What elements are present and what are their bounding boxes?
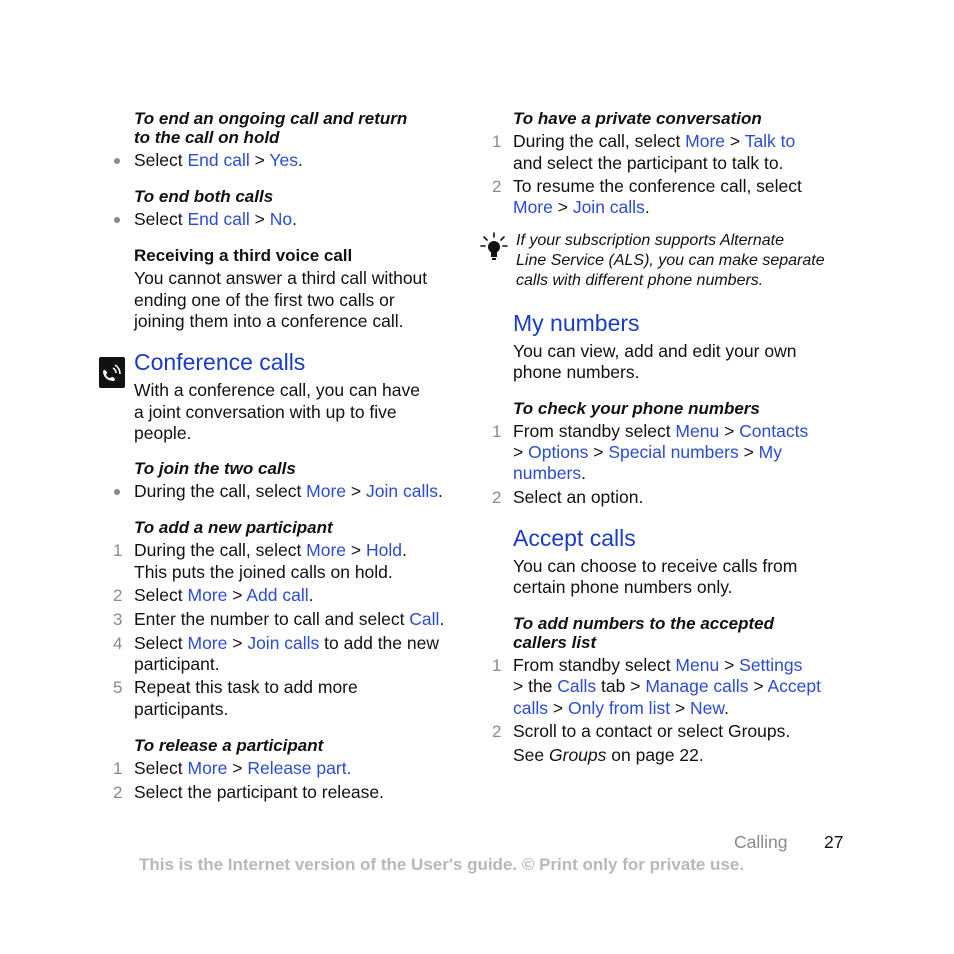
step-number: 2 <box>492 722 502 741</box>
link-options[interactable]: Options <box>528 442 589 462</box>
tip-line: If your subscription supports Alternate <box>516 232 784 249</box>
paragraph-line: joining them into a conference call. <box>134 311 404 331</box>
section-title-conference-calls: Conference calls <box>134 349 306 375</box>
link-end-call[interactable]: End call <box>187 209 250 229</box>
heading-add-accepted-line2: callers list <box>513 633 597 652</box>
link-end-call[interactable]: End call <box>187 150 250 170</box>
paragraph-line: You can view, add and edit your own <box>513 341 797 361</box>
step-text: and select the participant to talk to. <box>513 153 784 173</box>
link-accept-calls[interactable]: Accept <box>767 676 821 696</box>
bullet-icon <box>114 217 120 223</box>
link-call[interactable]: Call <box>409 609 440 629</box>
step-text: During the call, select More > Talk to <box>513 131 796 151</box>
bullet-icon <box>114 158 120 164</box>
step-text: See Groups on page 22. <box>513 745 704 765</box>
step-text: More > Join calls. <box>513 197 650 217</box>
step-text: From standby select Menu > Settings <box>513 655 803 675</box>
heading-join-two: To join the two calls <box>134 459 296 478</box>
link-no[interactable]: No <box>269 209 293 229</box>
list-item: Select End call > Yes. <box>134 150 303 170</box>
step-number: 2 <box>113 783 123 802</box>
heading-end-hold-line1: To end an ongoing call and return <box>134 109 408 128</box>
step-number: 2 <box>492 488 502 507</box>
link-only-from-list[interactable]: Only from list <box>567 698 671 718</box>
step-text: > the Calls tab > Manage calls > Accept <box>513 676 821 696</box>
footer-notice: This is the Internet version of the User's guide. © Print only for private use. <box>139 855 745 874</box>
paragraph-line: With a conference call, you can have <box>134 380 420 400</box>
link-manage-calls[interactable]: Manage calls <box>645 676 749 696</box>
link-settings[interactable]: Settings <box>739 655 803 675</box>
link-more[interactable]: More <box>187 585 228 605</box>
footer-section-name: Calling <box>734 832 788 852</box>
step-text: participant. <box>134 654 220 674</box>
step-text: Select More > Add call. <box>134 585 314 605</box>
page-number: 27 <box>824 832 844 852</box>
tip-line: Line Service (ALS), you can make separate <box>516 252 825 269</box>
heading-end-both: To end both calls <box>134 187 274 206</box>
link-hold[interactable]: Hold <box>366 540 402 560</box>
step-number: 2 <box>113 586 123 605</box>
link-menu[interactable]: Menu <box>675 655 720 675</box>
heading-add-accepted-line1: To add numbers to the accepted <box>513 614 775 633</box>
link-more[interactable]: More <box>306 481 347 501</box>
paragraph-line: You can choose to receive calls from <box>513 556 798 576</box>
link-join-calls[interactable]: Join calls <box>247 633 320 653</box>
link-calls-tab[interactable]: Calls <box>557 676 597 696</box>
step-number: 4 <box>113 634 123 653</box>
link-more[interactable]: More <box>513 197 553 217</box>
link-more[interactable]: More <box>187 633 228 653</box>
link-join-calls[interactable]: Join calls <box>366 481 438 501</box>
link-contacts[interactable]: Contacts <box>739 421 809 441</box>
step-text: participants. <box>134 699 229 719</box>
link-accept-calls[interactable]: calls <box>513 698 549 718</box>
step-text: Select More > Release part. <box>134 758 352 778</box>
step-text: Repeat this task to add more <box>134 677 358 697</box>
step-text: During the call, select More > Hold. <box>134 540 407 560</box>
list-item: Select End call > No. <box>134 209 297 229</box>
step-text: This puts the joined calls on hold. <box>134 562 393 582</box>
paragraph-line: ending one of the first two calls or <box>134 290 395 310</box>
step-number: 1 <box>113 759 123 778</box>
step-text: > Options > Special numbers > My <box>513 442 782 462</box>
paragraph-line: You cannot answer a third call without <box>134 268 428 288</box>
paragraph-line: people. <box>134 423 192 443</box>
link-my-numbers[interactable]: numbers <box>513 463 582 483</box>
link-join-calls[interactable]: Join calls <box>572 197 645 217</box>
link-new[interactable]: New <box>690 698 725 718</box>
link-special-numbers[interactable]: Special numbers <box>608 442 739 462</box>
link-my-numbers[interactable]: My <box>758 442 782 462</box>
step-text: Select an option. <box>513 487 644 507</box>
paragraph-line: a joint conversation with up to five <box>134 402 397 422</box>
list-item: During the call, select More > Join calls. <box>134 481 443 501</box>
step-number: 5 <box>113 678 123 697</box>
bullet-icon <box>114 489 120 495</box>
heading-add-participant: To add a new participant <box>134 518 333 537</box>
section-title-accept-calls: Accept calls <box>513 525 636 551</box>
step-text: Select the participant to release. <box>134 782 385 802</box>
link-talk-to[interactable]: Talk to <box>744 131 796 151</box>
step-text: calls > Only from list > New. <box>513 698 729 718</box>
step-number: 3 <box>113 610 123 629</box>
lightbulb-icon <box>480 232 508 262</box>
link-add-call[interactable]: Add call <box>246 585 309 605</box>
link-menu[interactable]: Menu <box>675 421 720 441</box>
heading-private: To have a private conversation <box>513 109 762 128</box>
paragraph-line: certain phone numbers only. <box>513 577 733 597</box>
paragraph-line: phone numbers. <box>513 362 640 382</box>
link-yes[interactable]: Yes <box>269 150 298 170</box>
step-number: 1 <box>492 422 502 441</box>
link-more[interactable]: More <box>685 131 726 151</box>
heading-third-call: Receiving a third voice call <box>134 246 353 265</box>
heading-end-hold-line2: to the call on hold <box>134 128 280 147</box>
heading-check-numbers: To check your phone numbers <box>513 399 760 418</box>
step-text: Select More > Join calls to add the new <box>134 633 439 653</box>
step-text: To resume the conference call, select <box>513 176 802 196</box>
step-text: From standby select Menu > Contacts <box>513 421 809 441</box>
link-more[interactable]: More <box>306 540 347 560</box>
section-title-my-numbers: My numbers <box>513 310 640 336</box>
step-text: numbers. <box>513 463 586 483</box>
step-text: Enter the number to call and select Call. <box>134 609 445 629</box>
step-number: 1 <box>492 132 502 151</box>
conference-call-icon <box>99 357 125 388</box>
step-text: Scroll to a contact or select Groups. <box>513 721 791 741</box>
heading-release: To release a participant <box>134 736 324 755</box>
link-release-part[interactable]: Release part. <box>247 758 352 778</box>
reference-groups: Groups <box>549 745 607 765</box>
link-more[interactable]: More <box>187 758 228 778</box>
step-number: 1 <box>113 541 123 560</box>
step-number: 1 <box>492 656 502 675</box>
tip-line: calls with different phone numbers. <box>516 272 764 289</box>
step-number: 2 <box>492 177 502 196</box>
